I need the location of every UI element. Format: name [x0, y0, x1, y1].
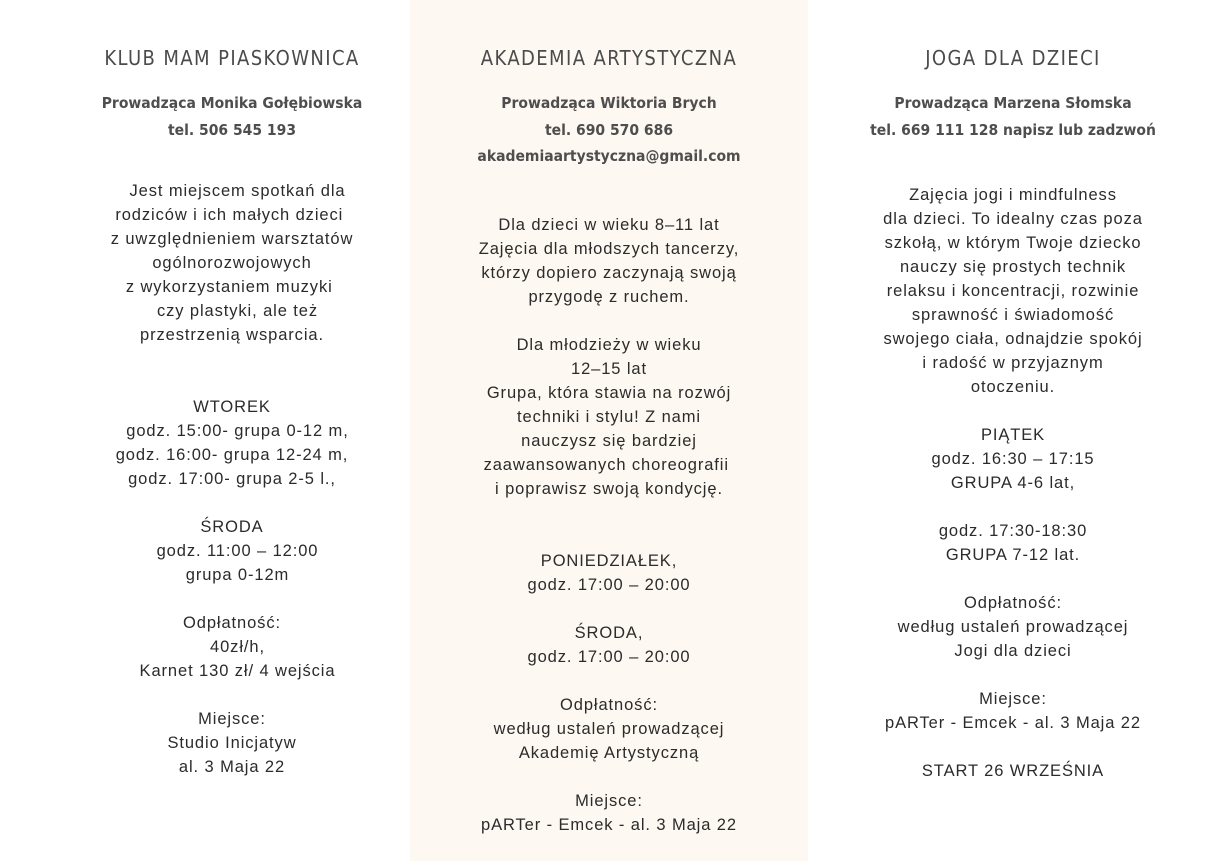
column-title: JOGA DLA DZIECI [925, 46, 1101, 70]
body-line: Odpłatność: [964, 594, 1062, 612]
body-line: Studio Inicjatyw [167, 734, 297, 752]
body-line: według ustaleń prowadzącej [493, 720, 725, 738]
body-line: Zajęcia dla młodszych tancerzy, [478, 240, 740, 258]
body-line: WTOREK [193, 398, 271, 416]
body-line: grupa 0-12m [174, 566, 290, 584]
body-line [54, 683, 410, 707]
body-line [54, 347, 410, 371]
body-line [410, 765, 808, 789]
body-line: Odpłatność: [560, 696, 658, 714]
body-line: GRUPA 4-6 lat, [950, 474, 1076, 492]
body-line: ŚRODA, [574, 624, 644, 642]
body-line: Akademię Artystyczną [518, 744, 700, 762]
body-line: Zajęcia jogi i mindfulness [909, 186, 1117, 204]
body-line: Miejsce: [575, 792, 643, 810]
body-line [410, 597, 808, 621]
body-line: godz. 17:00 – 20:00 [527, 576, 691, 594]
body-line [410, 669, 808, 693]
leader-phone: tel. 669 111 128 napisz lub zadzwoń [870, 120, 1156, 139]
body-line [808, 495, 1218, 519]
body-line: Karnet 130 zł/ 4 wejścia [128, 662, 336, 680]
body-line: czy plastyki, ale też [145, 302, 318, 320]
body-line [410, 525, 808, 549]
body-line: relaksu i koncentracji, rozwinie [886, 282, 1140, 300]
leader-phone: tel. 506 545 193 [167, 120, 297, 139]
body-line [410, 309, 808, 333]
body-line: otoczeniu. [970, 378, 1056, 396]
body-line: szkołą, w którym Twoje dziecko [884, 234, 1142, 252]
body-line: godz. 16:30 – 17:15 [931, 450, 1095, 468]
body-line: Odpłatność: [183, 614, 281, 632]
body-line: rodziców i ich małych dzieci [115, 206, 349, 224]
body-line: z uwzględnieniem warsztatów [110, 230, 354, 248]
column-body [808, 183, 1218, 783]
body-line: zaawansowanych choreografii [483, 456, 735, 474]
body-line: 12–15 lat [571, 360, 647, 378]
leader-name: Prowadząca Marzena Słomska [894, 94, 1132, 112]
body-line: Jogi dla dzieci [954, 642, 1072, 660]
column-body [410, 213, 808, 837]
body-line [54, 587, 410, 611]
body-line [808, 567, 1218, 591]
column-title: AKADEMIA ARTYSTYCZNA [480, 46, 738, 70]
leader-name: Prowadząca Wiktoria Brych [501, 94, 717, 112]
body-line: i radość w przyjaznym [922, 354, 1104, 372]
body-line: Dla dzieci w wieku 8–11 lat [498, 216, 720, 234]
body-line: pARTer - Emcek - al. 3 Maja 22 [885, 714, 1141, 732]
body-line: 40zł/h, [199, 638, 265, 656]
body-line: techniki i stylu! Z nami [517, 408, 701, 426]
body-line [808, 735, 1218, 759]
body-line: godz. 17:00- grupa 2-5 l., [128, 470, 336, 488]
body-line: sprawność i świadomość [911, 306, 1115, 324]
body-line: nauczy się prostych technik [899, 258, 1127, 276]
body-line: z wykorzystaniem muzyki [125, 278, 339, 296]
body-line [808, 663, 1218, 687]
body-line: Miejsce: [198, 710, 266, 728]
body-line [808, 399, 1218, 423]
body-line: Miejsce: [979, 690, 1047, 708]
body-line: dla dzieci. To idealny czas poza [883, 210, 1143, 228]
body-line: Grupa, która stawia na rozwój [486, 384, 732, 402]
body-line: według ustaleń prowadzącej [897, 618, 1129, 636]
body-line: al. 3 Maja 22 [178, 758, 286, 776]
body-line [410, 501, 808, 525]
leader-name: Prowadząca Monika Gołębiowska [101, 94, 363, 112]
column-akademia-artystyczna [410, 0, 808, 861]
body-line: przygodę z ruchem. [528, 288, 690, 306]
body-line: ŚRODA [200, 518, 264, 536]
column-klub-mam-piaskownica [54, 0, 410, 861]
body-line: nauczysz się bardziej [521, 432, 697, 450]
leader-phone: tel. 690 570 686 [544, 120, 674, 139]
body-line [54, 371, 410, 395]
body-line: pARTer - Emcek - al. 3 Maja 22 [481, 816, 737, 834]
column-title: KLUB MAM PIASKOWNICA [104, 46, 360, 70]
body-line: godz. 16:00- grupa 12-24 m, [115, 446, 349, 464]
column-joga-dla-dzieci [808, 0, 1218, 861]
body-line: PONIEDZIAŁEK, [540, 552, 678, 570]
body-line: swojego ciała, odnajdzie spokój [883, 330, 1143, 348]
body-line: godz. 17:30-18:30 [938, 522, 1088, 540]
column-body [54, 179, 410, 779]
body-line: Jest miejscem spotkań dla [118, 182, 346, 200]
body-line: ogólnorozwojowych [152, 254, 312, 272]
body-line: GRUPA 7-12 lat. [945, 546, 1081, 564]
body-line [54, 491, 410, 515]
body-line: Dla młodzieży w wieku [516, 336, 702, 354]
body-line: godz. 11:00 – 12:00 [145, 542, 319, 560]
body-line: PIĄTEK [980, 426, 1046, 444]
body-line: godz. 15:00- grupa 0-12 m, [115, 422, 349, 440]
leader-info [808, 90, 1218, 143]
body-line: START 26 WRZEŚNIA [921, 762, 1105, 780]
leader-info [54, 90, 410, 143]
body-line: którzy dopiero zaczynają swoją [481, 264, 737, 282]
body-line: przestrzenią wsparcia. [140, 326, 324, 344]
leader-email: akademiaartystyczna@gmail.com [477, 147, 741, 165]
leader-info [410, 90, 808, 170]
body-line: i poprawisz swoją kondycję. [495, 480, 723, 498]
body-line: godz. 17:00 – 20:00 [527, 648, 691, 666]
